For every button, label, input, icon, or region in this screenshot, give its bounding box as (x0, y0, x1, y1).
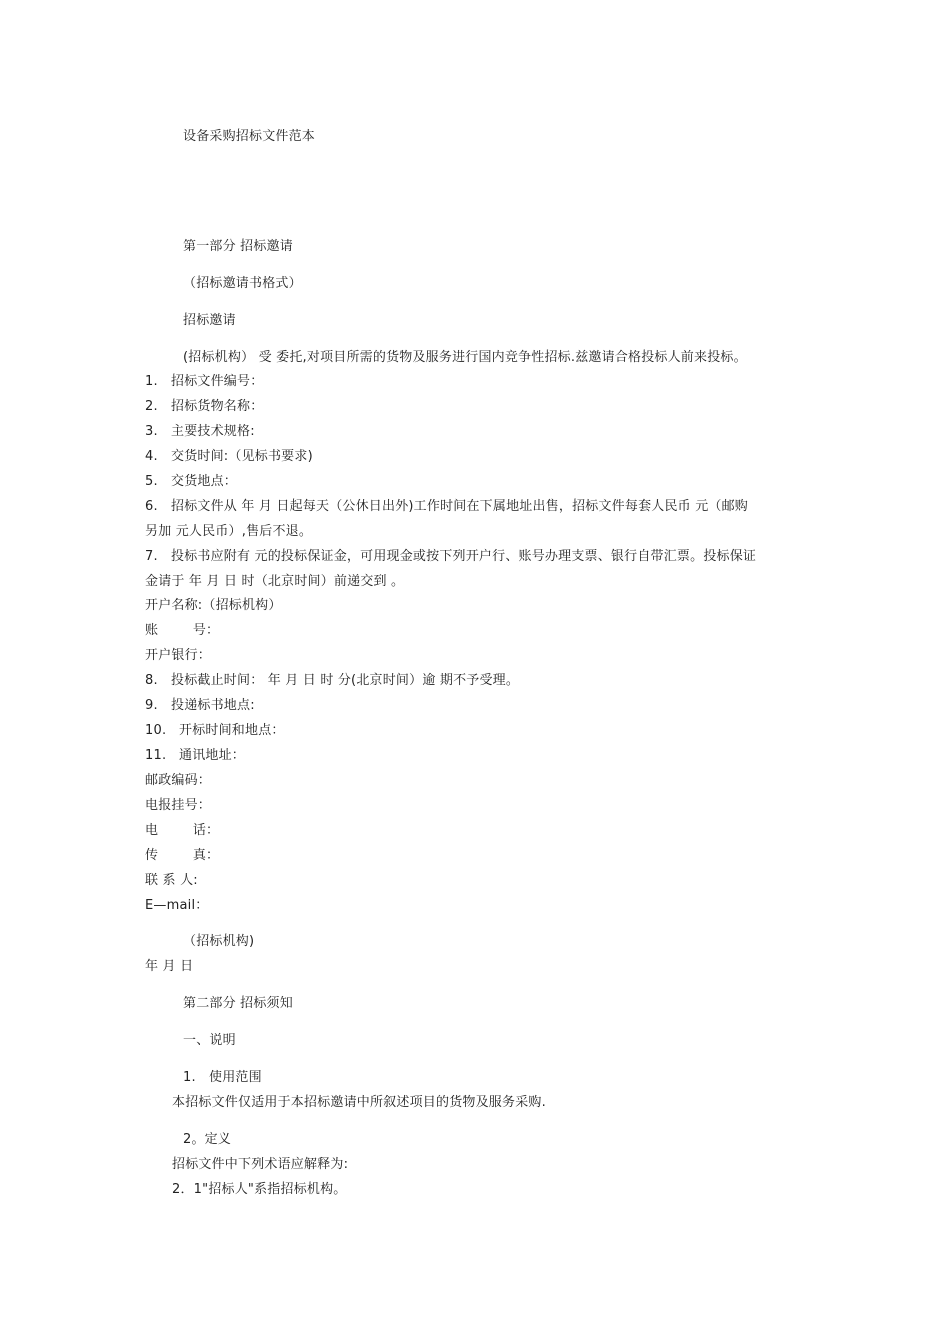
definition-item: 2．1"招标人"系指招标机构。 (172, 1182, 347, 1197)
list-item-text: 开标时间和地点： (179, 723, 285, 738)
list-item (145, 672, 519, 690)
part1-heading: 第一部分 招标邀请 (183, 239, 293, 254)
list-item-text: 通讯地址： (179, 748, 246, 763)
contact: 联 系 人: (145, 873, 198, 888)
telegraph: 电报挂号： (145, 798, 212, 813)
list-item-continuation (145, 523, 312, 541)
list-item-text: 招标货物名称： (171, 399, 264, 414)
list-item-text: 金请于 年 月 日 时（北京时间）前递交到 。 (145, 574, 405, 589)
phone: 电 话： (145, 823, 220, 838)
postcode: 邮政编码： (145, 773, 212, 788)
list-item (145, 747, 245, 765)
account-number: 账 号： (145, 623, 220, 638)
subsection-number: 1. (183, 1070, 196, 1085)
list-item (145, 498, 748, 516)
list-item-text: 主要技术规格: (171, 424, 255, 439)
list-item (145, 398, 263, 416)
list-item-number: 6. (145, 499, 158, 514)
subsection-heading (183, 1069, 262, 1087)
list-item-continuation (145, 573, 404, 591)
fax: 传 真： (145, 848, 220, 863)
subsection-title: 使用范围 (209, 1070, 262, 1085)
list-item (145, 548, 756, 566)
account-name: 开户名称:（招标机构） (145, 598, 282, 613)
list-item (145, 473, 237, 491)
signature-date: 年 月 日 (145, 959, 194, 974)
list-item-number: 2. (145, 399, 158, 414)
list-item-number: 9. (145, 698, 158, 713)
list-item-number: 3. (145, 424, 158, 439)
list-item-text: 招标文件从 年 月 日起每天（公休日出外)工作时间在下属地址出售，招标文件每套人民币 元（邮购 (171, 499, 749, 514)
signature-org: （招标机构) (183, 934, 255, 949)
invitation-heading: 招标邀请 (183, 313, 236, 328)
format-note: （招标邀请书格式） (183, 276, 302, 291)
doc-title: 设备采购招标文件范本 (183, 129, 316, 144)
subsection-heading: 2。定义 (183, 1132, 232, 1147)
list-item-number: 11. (145, 748, 167, 763)
list-item (145, 423, 255, 441)
section-heading: 一、说明 (183, 1033, 236, 1048)
list-item (145, 448, 313, 466)
list-item-text: 交货地点： (171, 474, 238, 489)
list-item (145, 373, 263, 391)
list-item-number: 5. (145, 474, 158, 489)
list-item (145, 722, 285, 740)
list-item-text: 投标截止时间： 年 月 日 时 分(北京时间）逾 期不予受理。 (171, 673, 520, 688)
list-item-text: 投递标书地点: (171, 698, 255, 713)
list-item (145, 697, 255, 715)
email: E—mail： (145, 898, 209, 913)
list-item-text: 投标书应附有 元的投标保证金，可用现金或按下列开户行、账号办理支票、银行自带汇票。投标保证 (171, 549, 757, 564)
list-item-number: 10. (145, 723, 167, 738)
intro-paragraph: (招标机构） 受 委托,对项目所需的货物及服务进行国内竞争性招标.兹邀请合格投标人前来投标。 (183, 350, 747, 365)
list-item-number: 1. (145, 374, 158, 389)
list-item-number: 4. (145, 449, 158, 464)
subsection-text: 本招标文件仅适用于本招标邀请中所叙述项目的货物及服务采购. (172, 1095, 546, 1110)
list-item-text: 另加 元人民币）,售后不退。 (145, 524, 313, 539)
account-bank: 开户银行： (145, 648, 212, 663)
list-item-text: 招标文件编号： (171, 374, 264, 389)
list-item-number: 8. (145, 673, 158, 688)
part2-heading: 第二部分 招标须知 (183, 996, 293, 1011)
subsection-text: 招标文件中下列术语应解释为: (172, 1157, 349, 1172)
list-item-number: 7. (145, 549, 158, 564)
list-item-text: 交货时间:（见标书要求) (171, 449, 313, 464)
